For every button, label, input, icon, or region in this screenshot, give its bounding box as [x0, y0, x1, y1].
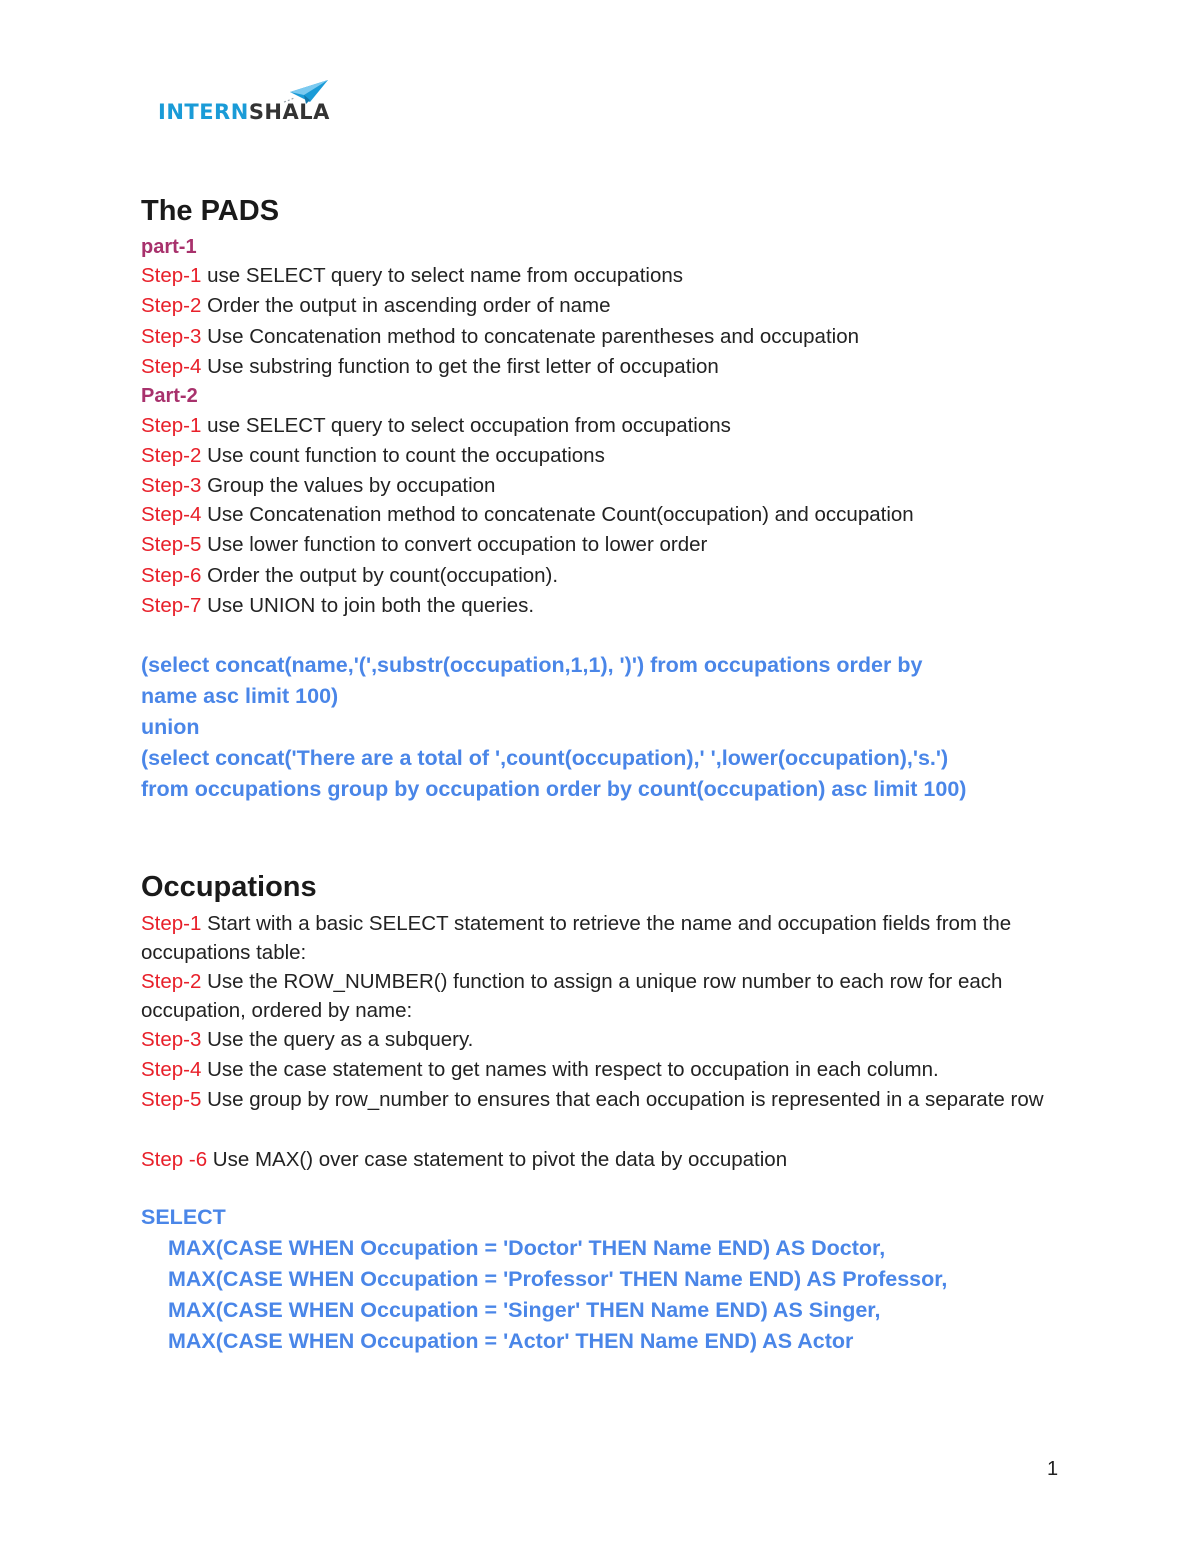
- code-line: (select concat('There are a total of ',count(occupation),' ',lower(occupation),'s.'): [141, 746, 949, 770]
- step-text: Use lower function to convert occupation to lower order: [201, 533, 708, 556]
- occupations-step-4: [141, 1055, 1056, 1084]
- step-label: Step-3: [141, 325, 202, 348]
- step-text: Use Concatenation method to concatenate Count(occupation) and occupation: [201, 503, 914, 526]
- internshala-logo: [158, 78, 338, 128]
- logo-text-intern: INTERN: [158, 100, 249, 124]
- code-line: (select concat(name,'(',substr(occupation,1,1), ')') from occupations order by: [141, 653, 923, 677]
- logo-text-shala: SHALA: [248, 100, 330, 124]
- pads-title: The PADS: [141, 195, 280, 227]
- step-label: Step-4: [141, 503, 202, 526]
- logo-wordmark: [158, 102, 330, 123]
- step-label: Step-4: [141, 1058, 202, 1081]
- step-label: Step -6: [141, 1148, 208, 1171]
- pads-part1-step-1: [141, 266, 683, 287]
- step-label: Step-6: [141, 564, 202, 587]
- pads-part1-step-2: [141, 296, 611, 317]
- code-line: MAX(CASE WHEN Occupation = 'Singer' THEN Name END) AS Singer,: [168, 1298, 881, 1322]
- step-text: use SELECT query to select occupation from occupations: [201, 414, 731, 437]
- occupations-sql-query: [141, 1202, 947, 1357]
- pads-part2-label: Part-2: [141, 385, 198, 407]
- step-text: Use the query as a subquery.: [201, 1028, 474, 1051]
- step-label: Step-3: [141, 474, 202, 497]
- code-line: name asc limit 100): [141, 684, 339, 708]
- pads-part1-step-3: [141, 327, 859, 348]
- occupations-step-1: [141, 909, 1056, 967]
- pads-part2-step-6: [141, 566, 558, 587]
- step-label: Step-1: [141, 912, 202, 935]
- occupations-title: Occupations: [141, 871, 317, 903]
- step-text: Start with a basic SELECT statement to retrieve the name and occupation fields from the occupations table:: [141, 912, 1012, 964]
- pads-part1-step-4: [141, 357, 719, 378]
- pads-part2-step-4: [141, 505, 914, 526]
- occupations-step-3: [141, 1025, 1056, 1054]
- step-text: Use substring function to get the first letter of occupation: [201, 355, 719, 378]
- code-line: MAX(CASE WHEN Occupation = 'Doctor' THEN Name END) AS Doctor,: [168, 1236, 886, 1260]
- step-text: Group the values by occupation: [201, 474, 496, 497]
- step-text: use SELECT query to select name from occupations: [201, 264, 684, 287]
- step-label: Step-7: [141, 594, 202, 617]
- step-label: Step-2: [141, 970, 202, 993]
- step-label: Step-3: [141, 1028, 202, 1051]
- step-text: Order the output in ascending order of name: [201, 294, 611, 317]
- code-line: MAX(CASE WHEN Occupation = 'Professor' THEN Name END) AS Professor,: [168, 1267, 948, 1291]
- step-text: Use UNION to join both the queries.: [201, 594, 535, 617]
- step-text: Use the case statement to get names with respect to occupation in each column.: [201, 1058, 939, 1081]
- step-label: Step-5: [141, 533, 202, 556]
- pads-part2-step-1: [141, 416, 731, 437]
- step-label: Step-2: [141, 444, 202, 467]
- occupations-step-5: [141, 1085, 1056, 1114]
- pads-part2-step-7: [141, 596, 534, 617]
- code-line: MAX(CASE WHEN Occupation = 'Actor' THEN Name END) AS Actor: [168, 1329, 854, 1353]
- occupations-step-6: [141, 1145, 1056, 1174]
- step-label: Step-1: [141, 414, 202, 437]
- code-line: SELECT: [141, 1205, 226, 1229]
- pads-part2-step-5: [141, 535, 707, 556]
- pads-part1-label: part-1: [141, 236, 197, 258]
- code-line: union: [141, 715, 200, 739]
- code-line: from occupations group by occupation order by count(occupation) asc limit 100): [141, 777, 967, 801]
- step-text: Use MAX() over case statement to pivot the data by occupation: [207, 1148, 788, 1171]
- pads-sql-query: [141, 650, 966, 805]
- step-text: Use group by row_number to ensures that each occupation is represented in a separate row: [201, 1088, 1044, 1111]
- step-label: Step-2: [141, 294, 202, 317]
- pads-part2-step-2: [141, 446, 605, 467]
- step-text: Order the output by count(occupation).: [201, 564, 559, 587]
- occupations-step-2: [141, 967, 1056, 1025]
- page-number: 1: [1047, 1458, 1059, 1480]
- step-label: Step-5: [141, 1088, 202, 1111]
- step-text: Use count function to count the occupations: [201, 444, 605, 467]
- step-text: Use Concatenation method to concatenate parentheses and occupation: [201, 325, 859, 348]
- pads-part2-step-3: [141, 476, 495, 497]
- step-label: Step-1: [141, 264, 202, 287]
- step-label: Step-4: [141, 355, 202, 378]
- step-text: Use the ROW_NUMBER() function to assign a unique row number to each row for each occupation, ordered by name:: [141, 970, 1003, 1022]
